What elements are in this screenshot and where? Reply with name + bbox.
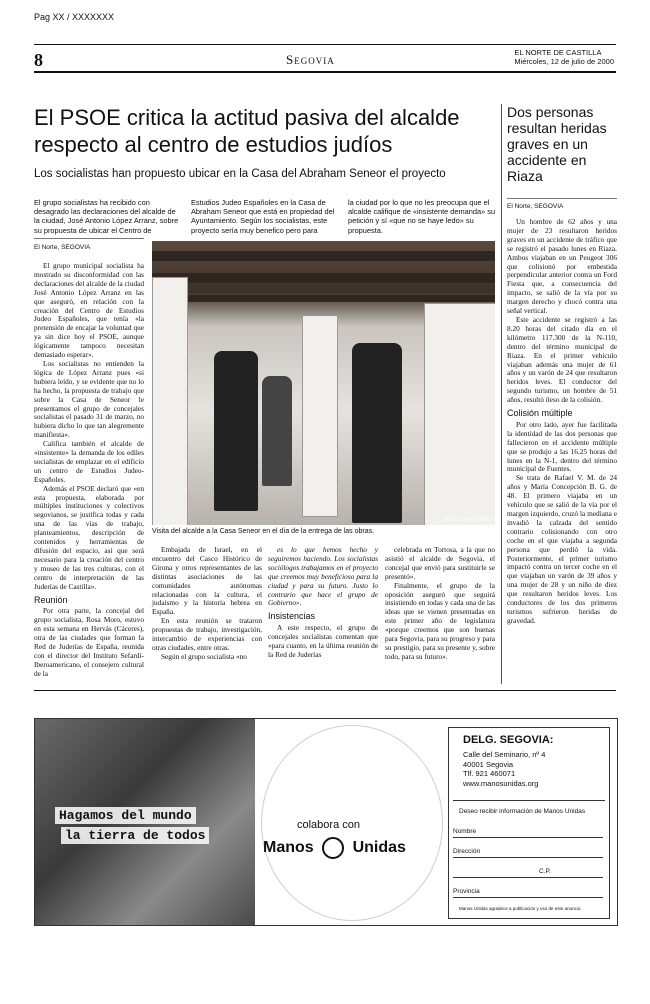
postal: 40001 Segovia [463, 759, 514, 769]
ad-contact-box [448, 727, 610, 919]
form-title: Deseo recibir información de Manos Unidas [459, 808, 586, 815]
ad-collage [35, 719, 255, 925]
photo-credit: AYUSO / ANTONIO [444, 517, 493, 523]
ad-banner-line-2: la tierra de todos [61, 827, 209, 844]
ceiling-beam [152, 295, 495, 302]
form-field-nombre[interactable] [453, 837, 603, 838]
manos-unidas-ad [34, 718, 618, 926]
lead-col-3: la ciudad por lo que no les preocupa que el alcalde califique de «insistente demanda» su petición y sí «que no se haye ledo» su propuesta. [348, 198, 496, 235]
photo-caption: Visita del alcalde a la Casa Seneor en el día de la entrega de las obras. [152, 528, 375, 535]
paragraph: Los socialistas no entienden la lógica de López Arranz pues «si hubiera leído, y se evidente que no lo ha hecho, la propuesta de trabajo que sobre la Casa de Seneor le presentamos el grupo de concejales socialistas el pasado 31 de marzo, no hubiera dicho lo que tan alegremente manifiesta». [34, 358, 144, 440]
delg-address [463, 750, 545, 788]
ad-brand [263, 837, 443, 859]
form-divider [453, 800, 605, 801]
newspaper-info [514, 48, 614, 66]
newspaper-name: EL NORTE DE CASTILLA [514, 48, 602, 57]
article-column-4 [385, 546, 495, 662]
subtitle-reunion: Reunión [34, 594, 68, 605]
lead-col-2: Estudios Judeo Españoles en la Casa de Abraham Seneor que está en propiedad del Ayuntamiento. Según los socialistas, este proyecto sería muy benefico pero para [191, 198, 335, 235]
paragraph: celebrada en Tortosa, a la que no asistió el alcalde de Segovia, el concejal que envió para sustituirle se presentó». [385, 545, 495, 581]
form-label-nombre: Nombre [453, 828, 477, 835]
article-column-3 [268, 546, 378, 660]
pillar [302, 315, 338, 517]
section-title: Segovia [286, 52, 335, 67]
article-byline: El Norte, SEGOVIA [34, 244, 91, 251]
paragraph: Según el grupo socialista «no [161, 651, 247, 661]
phone: Tlf. 921 460071 [463, 769, 516, 778]
sidebar-body [507, 218, 617, 626]
article-bottom-rule [34, 690, 616, 691]
form-label-direccion: Dirección [453, 848, 481, 855]
person-figure [214, 351, 258, 511]
paragraph: Finalmente, el grupo de la oposición aseguró que seguirá insistiendo en todas y cada una de las ideas que se vienen presentadas en este primer año de legislatura «porque creemos que son buenas para Segovia, para su progreso y para su prestigio, para su presente y, sobre todo, para su futuro». [385, 580, 495, 661]
ceiling-beam [152, 273, 495, 283]
ad-colabora: colabora con [297, 819, 360, 831]
form-label-provincia: Provincia [453, 888, 480, 895]
sidebar-subtitle: Colisión múltiple [507, 408, 573, 419]
page-tag: Pag XX / XXXXXXX [34, 12, 115, 22]
fine-print: Manos Unidas agradece a publicación y uso de este anuncio. [459, 906, 582, 911]
sidebar-title: Dos personas resultan heridas graves en un accidente en Riaza [507, 104, 607, 184]
form-field-cp[interactable] [453, 877, 603, 878]
address: Calle del Seminario, nº 4 [463, 750, 546, 759]
paragraph: Califica también el alcalde de «insistente» la demanda de los ediles socialistas de emplazar en el edificio un centro de Estudios Judeo-Españoles. [34, 439, 144, 484]
paragraph: es lo que hemos hecho y seguiremos haciendo. Los socialistas sociólogos trabajamos en el proyecto que creemos muy beneficioso para la ciudad y para su futuro. Justo lo contrario que hace el grupo de Gobierno». [268, 545, 378, 608]
pillar [152, 277, 188, 525]
page-number: 8 [34, 50, 43, 70]
article-photo [152, 241, 495, 525]
paragraph: En esta reunión se trataron propuestas de trabajo, investigación, intercambio de experiencias con otras ciudades, entre otras. [152, 616, 262, 652]
form-field-provincia[interactable] [453, 897, 603, 898]
article-column-2 [152, 546, 262, 662]
subtitle-insistencias: Insistencias [268, 611, 316, 622]
paragraph: Se trata de Rafael V. M. de 24 años y María Concepción B. G. de 48. El primero viajaba en un vehículo que se salió de la vía por el margen izquierdo, cruzó la mediana e invadió la calzada del sentido contrario colisionando con otro coche en el que viajaba a segunda persona que perdió la vida. Posteriormente, el primer turismo impactó contra un tercer coche en el que viajaban un varón de 39 años y una mujer de 28 y un niño de diez que resultaron heridos leves. Los conductores de los dos primeros turismos sufrieron heridas de gravedad. [507, 473, 617, 625]
manos-unidas-logo-icon [322, 837, 344, 859]
person-figure [352, 343, 402, 523]
paragraph: Además el PSOE declaró que «en esta propuesta, elaborada por múltiples instituciones y colectivos segovianos, se justifica todas y cada una de las vías de trabajo, planteamientos, descripción de contenidos y herramientas de difusión del espacio, así que será necesario para la creación del centro y museo de las tres culturas, con el centro de interpretación de las Juderías de Castilla». [34, 483, 144, 591]
paragraph: Un hombre de 62 años y una mujer de 23 resultaron heridos graves en un accidente de tráfico que se registró el pasado lunes en Riaza. Ambos viajaban en un Peugeot 306 que colisionó por embestida perpendicular anterior contra un Ford Fiesta que, a consecuencia del impacto, se salió de la vía por su margen derecho y chocó contra una señal vertical. [507, 217, 617, 316]
delg-title: DELG. SEGOVIA: [463, 734, 554, 746]
paragraph: Embajada de Israel, en el encuentro del Casco Histórico de Girona y otros representantes de las distintas asociaciones de las comunidades autónomas relacionadas con la cultura, el judaísmo y la historia hebrea en España. [152, 545, 262, 617]
issue-date: Miércoles, 12 de julio de 2000 [514, 57, 614, 66]
sidebar-byline: El Norte, SEGOVIA [507, 198, 617, 210]
paragraph: A este respecto, el grupo de concejales socialistas comentan que «para cuanto, en la última reunión de la Red de Juderías [268, 623, 378, 659]
form-field-direccion[interactable] [453, 857, 603, 858]
ad-banner-line-1: Hagamos del mundo [55, 807, 196, 824]
website: www.manosunidas.org [463, 778, 539, 788]
brand-right: Unidas [352, 839, 406, 857]
header-rule-bottom [34, 71, 616, 73]
brand-left: Manos [263, 839, 314, 857]
headline: El PSOE critica la actitud pasiva del alcalde respecto al centro de estudios judíos [34, 105, 460, 157]
paragraph: Por otra parte, la concejal del grupo socialista, Rosa Moro, estuvo en esta semana en Hervás (Cáceres), otra de las ciudades que forman la Red de Juderías de España, reunida con el director del Instituto Sefardí-Iberoamericano, el consejero cultural de la [34, 606, 144, 678]
person-figure [262, 376, 292, 486]
sidebar-divider [501, 104, 502, 684]
ceiling-beam [152, 251, 495, 261]
header-rule-top [34, 44, 616, 45]
sidebar-article [507, 104, 617, 626]
paragraph: Este accidente se registró a las 8.20 horas del citado día en el kilómetro 117.300 de la N-110, dentro del término municipal de Riaza. En el primer vehículo viajaban además una mujer de 61 años y un varón de 24 que resultaron heridos leves. El conductor del segundo turismo, un hombre de 51 años, resultó ileso de la colisión. [507, 314, 617, 405]
paragraph: El grupo municipal socialista ha mostrado su disconformidad con las declaraciones del alcalde de la ciudad José Antonio López Arranz en las que aseguró, en relación con la creación del Centro de Estudios Judeo Españoles, que tenía «la pretensión de encajar la voluntad que ya sin dice hoy el PSOE, aunque lógicamente tampoco necesitan demasiado esperar». [34, 261, 144, 360]
pillar [424, 303, 495, 525]
article-column-1 [34, 262, 144, 679]
lead-col-1: El grupo socialistas ha recibido con desagrado las declaraciones del alcalde de la ciudad, José Antonio López Arranz, sobre su propuesta de ubicar el Centro de [34, 198, 179, 235]
form-label-cp: C.P. [539, 868, 551, 875]
lead-rule [34, 238, 144, 239]
subhead: Los socialistas han propuesto ubicar en la Casa del Abraham Seneor el proyecto [34, 168, 446, 180]
paragraph: Por otro lado, ayer fue facilitada la identidad de las dos personas que fallecieron en el accidente múltiple que se produjo a las 16.25 horas del lunes en la N-1, dentro del término municipal de Fuentes. [507, 419, 617, 474]
